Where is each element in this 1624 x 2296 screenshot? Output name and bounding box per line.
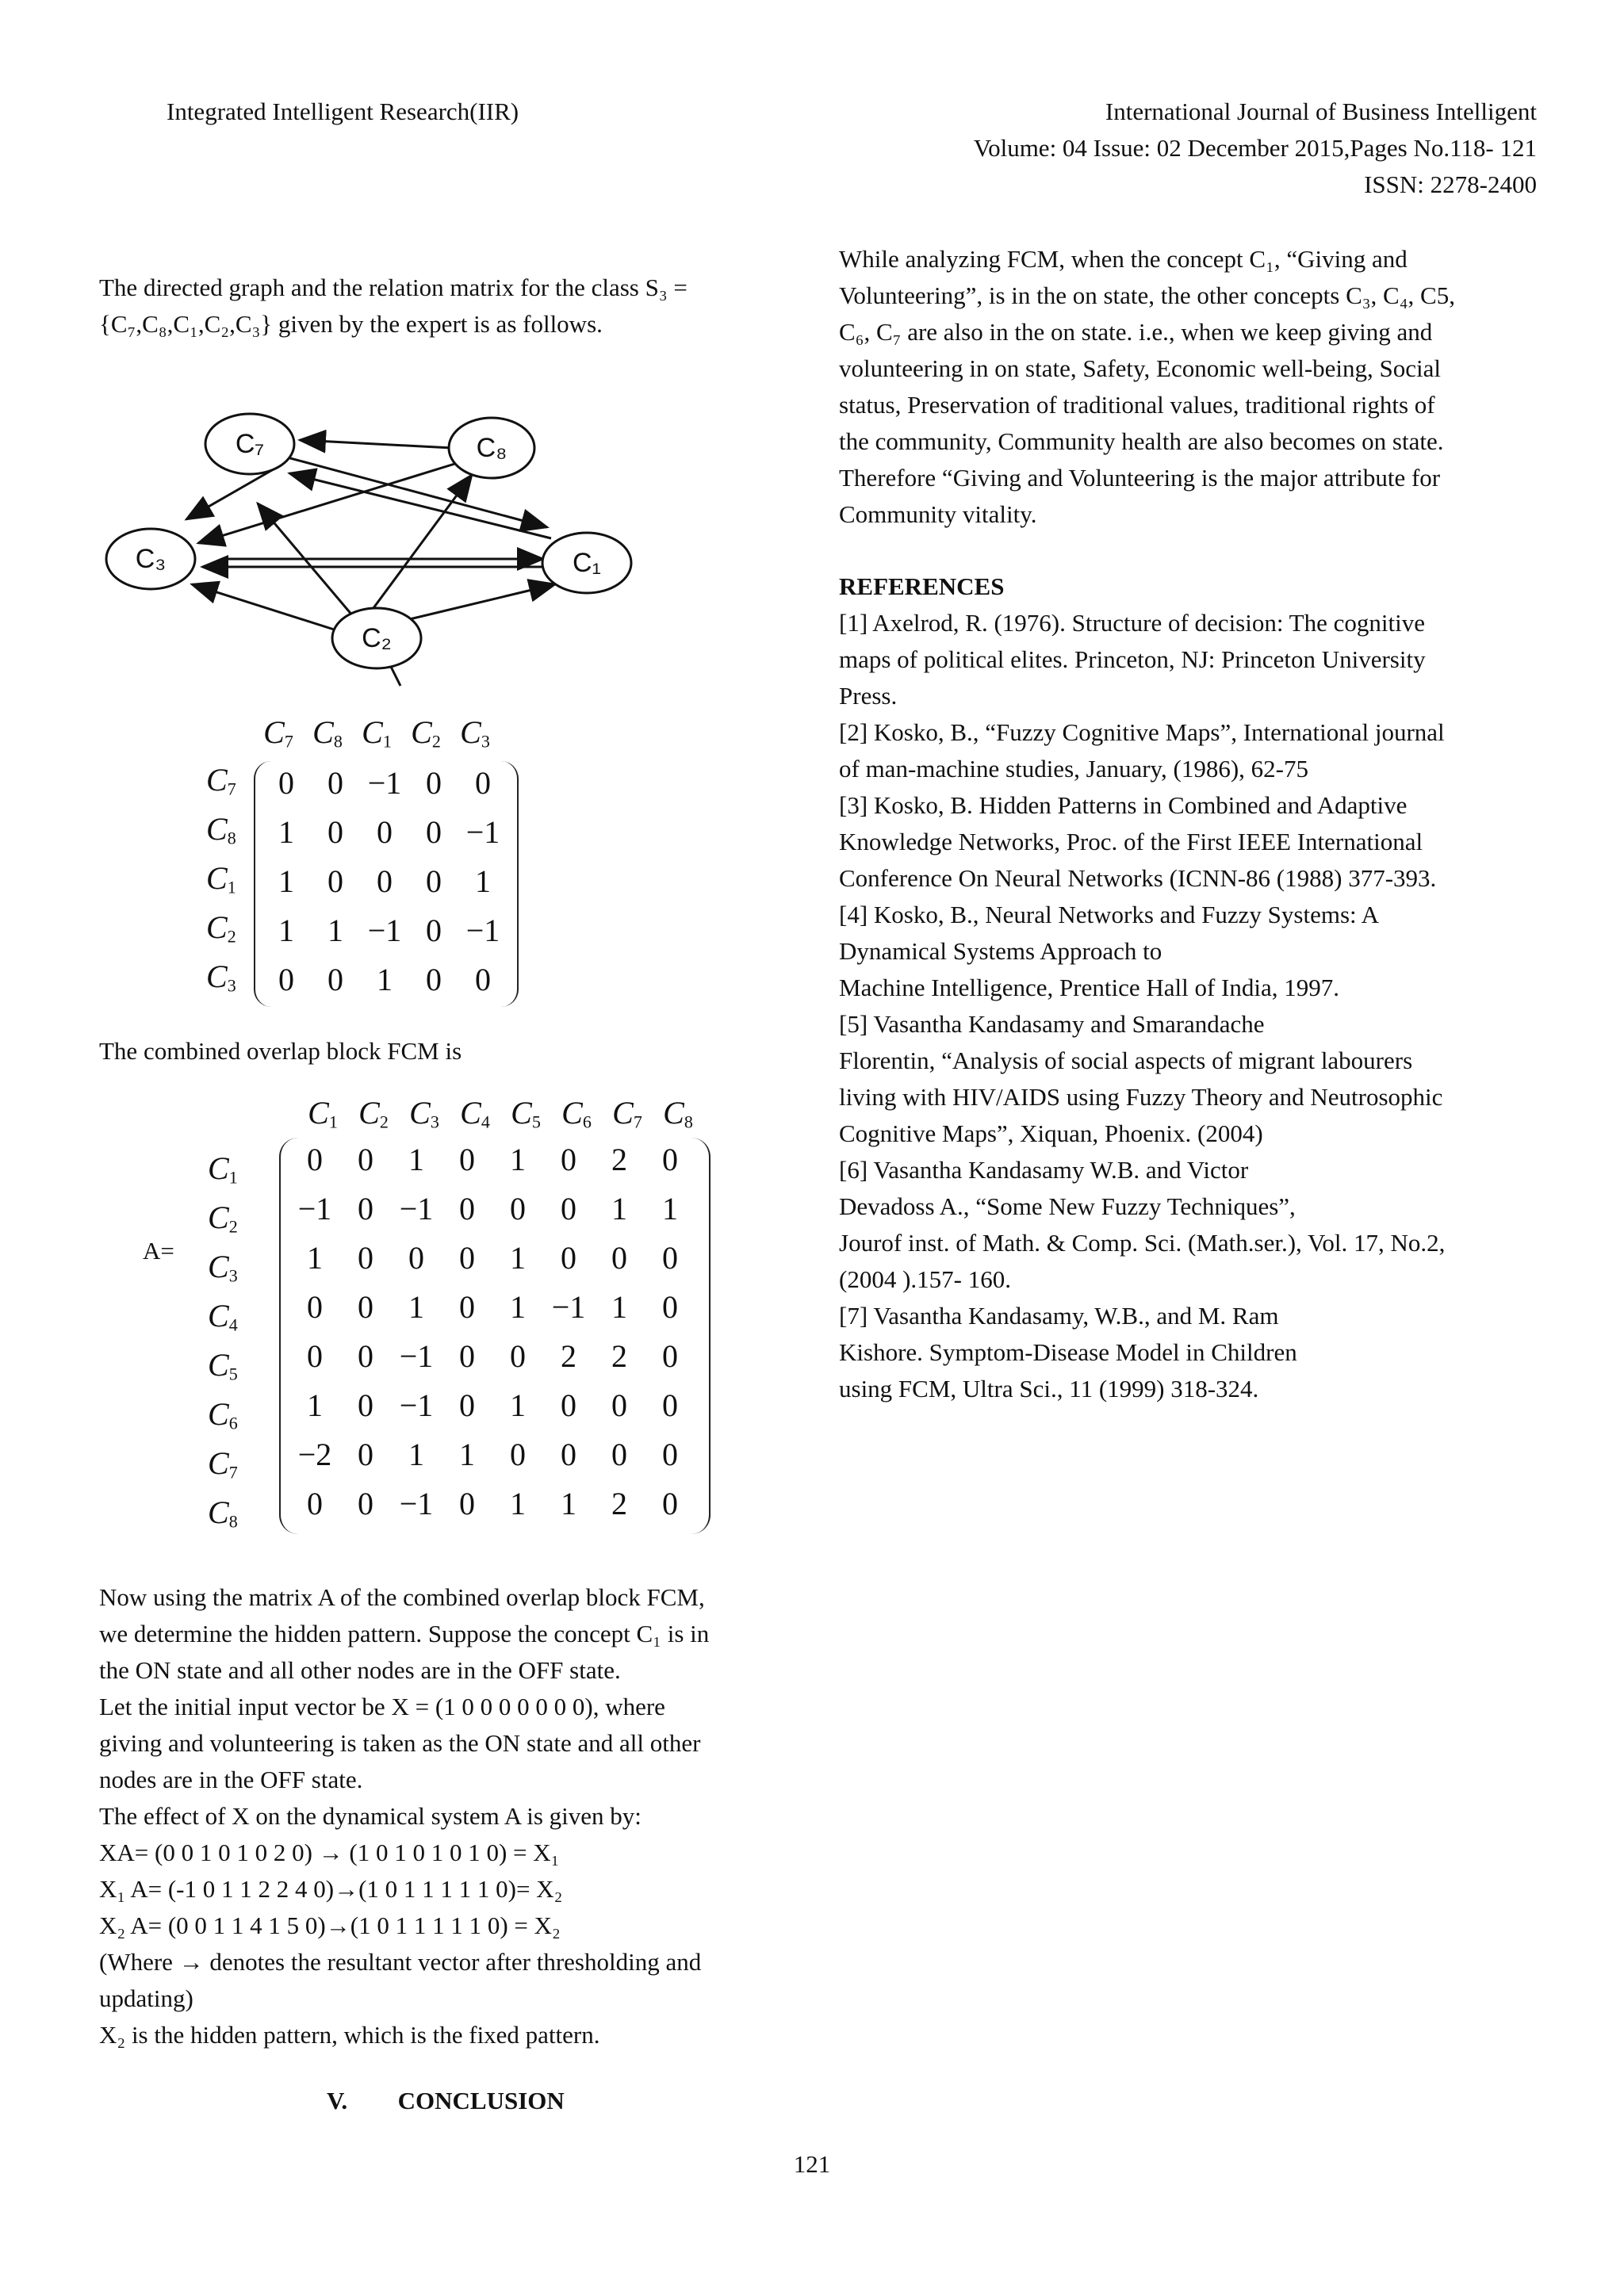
matrix1-row-label-1: $C_8$ [206, 811, 236, 848]
analysis-line-3: Let the initial input vector be X = (1 0 0 0 0 0 0 0), where [99, 1693, 665, 1720]
references-list [839, 605, 1538, 1407]
matrix1-cell-r0-c0: 0 [278, 765, 294, 801]
result-line-0: While analyzing FCM, when the concept C₁, “Giving and [839, 245, 1408, 273]
matrixA-column-labels [297, 1094, 702, 1134]
matrixA-cell-r2-c1: 0 [358, 1240, 373, 1276]
directed-graph [95, 408, 634, 694]
reference-line-6: Knowledge Networks, Proc. of the First IEEE International [839, 828, 1423, 855]
edge-c8-c3 [198, 462, 460, 543]
edge-c8-c7 [300, 440, 452, 448]
reference-line-5: [3] Kosko, B. Hidden Patterns in Combined and Adaptive [839, 791, 1408, 819]
matrixA-cell-r2-c0: 1 [307, 1240, 323, 1276]
matrixA-cell-r4-c5: 2 [561, 1338, 576, 1374]
matrix1-row-labels [206, 761, 254, 1007]
matrix1-col-label-1: $C_8$ [312, 714, 343, 752]
matrixA-cell-r4-c1: 0 [358, 1338, 373, 1374]
conclusion-title: CONCLUSION [397, 2087, 565, 2114]
matrixA-cell-r0-c7: 0 [662, 1142, 678, 1177]
result-line-2: C₆, C₇ are also in the on state. i.e., when we keep giving and [839, 318, 1433, 346]
matrix1-row-label-2: $C_1$ [206, 860, 236, 897]
matrixA-cell-r5-c5: 0 [561, 1387, 576, 1423]
analysis-line-2: the ON state and all other nodes are in the OFF state. [99, 1656, 621, 1684]
matrixA-cell-r7-c2: −1 [399, 1486, 434, 1521]
matrix1-cell-r4-c3: 0 [426, 962, 442, 997]
edge-c1-c7 [289, 473, 551, 538]
matrixA-col-label-7: $C_8$ [663, 1095, 693, 1132]
reference-line-4: of man-machine studies, January, (1986), 62-75 [839, 755, 1308, 783]
matrixA-row-label-6: $C_7$ [208, 1445, 238, 1483]
matrix1-col-label-0: $C_7$ [263, 714, 293, 752]
matrix1-cell-r3-c4: −1 [465, 913, 500, 948]
journal-header-left: Integrated Intelligent Research(IIR) [167, 98, 519, 125]
analysis-line-10: (Where → denotes the resultant vector after thresholding and [99, 1948, 702, 1976]
matrixA-cell-r3-c5: −1 [551, 1289, 586, 1325]
journal-name: International Journal of Business Intelligent [1105, 98, 1537, 125]
analysis-line-7: XA= (0 0 1 0 1 0 2 0) → (1 0 1 0 1 0 1 0) = X₁ [99, 1839, 560, 1866]
matrixA-row-labels [208, 1150, 255, 1554]
matrix1-cell-r4-c1: 0 [327, 962, 343, 997]
reference-line-2: Press. [839, 682, 898, 710]
analysis-line-4: giving and volunteering is taken as the ON state and all other [99, 1729, 701, 1757]
matrixA-cell-r4-c6: 2 [611, 1338, 627, 1374]
analysis-line-0: Now using the matrix A of the combined overlap block FCM, [99, 1583, 705, 1611]
matrix1-cell-r3-c3: 0 [426, 913, 442, 948]
reference-line-7: Conference On Neural Networks (ICNN-86 (1988) 377-393. [839, 864, 1437, 892]
node-c7-label: C₇ [235, 428, 265, 459]
matrixA-cell-r3-c3: 0 [459, 1289, 475, 1325]
matrixA-cell-r6-c1: 0 [358, 1437, 373, 1472]
analysis-line-1: we determine the hidden pattern. Suppose the concept C₁ is in [99, 1620, 710, 1647]
matrixA-cell-r6-c0: −2 [297, 1437, 332, 1472]
matrixA-col-label-3: $C_4$ [460, 1095, 490, 1132]
reference-line-14: Cognitive Maps”, Xiquan, Phoenix. (2004) [839, 1119, 1263, 1147]
matrix1-body [262, 761, 508, 1007]
matrixA-cell-r5-c4: 1 [510, 1387, 526, 1423]
matrix1-row-label-3: $C_2$ [206, 909, 236, 947]
matrix1-cell-r3-c2: −1 [367, 913, 402, 948]
matrixA-cell-r6-c5: 0 [561, 1437, 576, 1472]
reference-line-15: [6] Vasantha Kandasamy W.B. and Victor [839, 1156, 1249, 1184]
matrixA-cell-r5-c3: 0 [459, 1387, 475, 1423]
reference-line-1: maps of political elites. Princeton, NJ: Princeton University [839, 645, 1426, 673]
result-line-6: Therefore “Giving and Volunteering is the major attribute for [839, 464, 1441, 492]
edge-c2-c1 [396, 584, 555, 622]
matrixA-cell-r0-c5: 0 [561, 1142, 576, 1177]
matrixA-cell-r2-c5: 0 [561, 1240, 576, 1276]
matrixA-col-label-4: $C_5$ [511, 1095, 541, 1132]
matrixA-cell-r0-c1: 0 [358, 1142, 373, 1177]
node-c3-label: C₃ [135, 543, 167, 574]
matrixA-row-label-1: $C_2$ [208, 1200, 238, 1237]
matrixA-cell-r6-c2: 1 [408, 1437, 424, 1472]
matrix-a [143, 1094, 730, 1570]
matrixA-cell-r5-c0: 1 [307, 1387, 323, 1423]
matrix1-cell-r0-c2: −1 [367, 765, 402, 801]
matrixA-row-label-7: $C_8$ [208, 1494, 238, 1532]
result-paragraph [839, 241, 1538, 533]
matrixA-cell-r1-c4: 0 [510, 1191, 526, 1226]
journal-header-right [974, 94, 1537, 203]
matrixA-col-label-2: $C_3$ [409, 1095, 439, 1132]
matrix-a-name: A= [143, 1237, 174, 1265]
matrixA-row-label-3: $C_4$ [208, 1298, 238, 1335]
result-line-7: Community vitality. [839, 500, 1037, 528]
intro-paragraph [99, 270, 800, 342]
matrixA-cell-r3-c0: 0 [307, 1289, 323, 1325]
matrixA-col-label-0: $C_1$ [308, 1095, 338, 1132]
matrixA-cell-r2-c4: 1 [510, 1240, 526, 1276]
matrix1-cell-r2-c1: 0 [327, 863, 343, 899]
relation-matrix [206, 714, 539, 1015]
matrixA-cell-r1-c2: −1 [399, 1191, 434, 1226]
analysis-line-5: nodes are in the OFF state. [99, 1766, 363, 1793]
reference-line-19: [7] Vasantha Kandasamy, W.B., and M. Ram [839, 1302, 1279, 1330]
reference-line-0: [1] Axelrod, R. (1976). Structure of decision: The cognitive [839, 609, 1425, 637]
matrix1-row-label-4: $C_3$ [206, 959, 236, 996]
matrixA-cell-r7-c3: 0 [459, 1486, 475, 1521]
result-line-5: the community, Community health are also becomes on state. [839, 427, 1444, 455]
reference-line-20: Kishore. Symptom-Disease Model in Children [839, 1338, 1297, 1366]
matrixA-row-label-0: $C_1$ [208, 1150, 238, 1188]
matrixA-col-label-1: $C_2$ [358, 1095, 389, 1132]
matrixA-cell-r2-c3: 0 [459, 1240, 475, 1276]
matrix1-cell-r1-c2: 0 [377, 814, 393, 850]
matrixA-cell-r3-c1: 0 [358, 1289, 373, 1325]
matrixA-cell-r2-c7: 0 [662, 1240, 678, 1276]
matrixA-cell-r6-c3: 1 [459, 1437, 475, 1472]
matrix1-col-label-4: $C_3$ [460, 714, 490, 752]
conclusion-number: V. [327, 2087, 348, 2114]
matrixA-cell-r1-c6: 1 [611, 1191, 627, 1226]
matrixA-cell-r5-c2: −1 [399, 1387, 434, 1423]
matrixA-col-label-6: $C_7$ [612, 1095, 642, 1132]
matrixA-cell-r6-c4: 0 [510, 1437, 526, 1472]
matrix1-cell-r3-c0: 1 [278, 913, 294, 948]
matrix1-cell-r1-c1: 0 [327, 814, 343, 850]
edge-c2-c3 [192, 584, 349, 634]
reference-line-9: Dynamical Systems Approach to [839, 937, 1162, 965]
matrix1-cell-r2-c2: 0 [377, 863, 393, 899]
matrix1-row-label-0: $C_7$ [206, 762, 236, 799]
conclusion-heading [327, 2087, 565, 2115]
matrixA-cell-r1-c7: 1 [662, 1191, 678, 1226]
matrix1-cell-r4-c2: 1 [377, 962, 393, 997]
matrix1-cell-r3-c1: 1 [327, 913, 343, 948]
matrix1-column-labels [254, 714, 515, 753]
matrixA-cell-r5-c7: 0 [662, 1387, 678, 1423]
matrix1-cell-r0-c4: 0 [475, 765, 491, 801]
matrix1-cell-r4-c4: 0 [475, 962, 491, 997]
matrixA-cell-r5-c1: 0 [358, 1387, 373, 1423]
matrixA-row-label-4: $C_5$ [208, 1347, 238, 1384]
matrixA-cell-r4-c3: 0 [459, 1338, 475, 1374]
reference-line-16: Devadoss A., “Some New Fuzzy Techniques”, [839, 1192, 1296, 1220]
matrixA-cell-r6-c7: 0 [662, 1437, 678, 1472]
matrixA-cell-r3-c6: 1 [611, 1289, 627, 1325]
matrixA-cell-r7-c4: 1 [510, 1486, 526, 1521]
matrixA-cell-r3-c4: 1 [510, 1289, 526, 1325]
matrixA-cell-r0-c4: 1 [510, 1142, 526, 1177]
matrixA-cell-r4-c4: 0 [510, 1338, 526, 1374]
analysis-line-11: updating) [99, 1984, 193, 2012]
references-title: REFERENCES [839, 572, 1005, 600]
issn: ISSN: 2278-2400 [1364, 170, 1537, 198]
matrixA-cell-r6-c6: 0 [611, 1437, 627, 1472]
reference-line-18: (2004 ).157- 160. [839, 1265, 1011, 1293]
node-c2-label: C₂ [362, 622, 392, 653]
reference-line-3: [2] Kosko, B., “Fuzzy Cognitive Maps”, International journal [839, 718, 1445, 746]
matrix1-cell-r4-c0: 0 [278, 962, 294, 997]
matrixA-cell-r1-c0: −1 [297, 1191, 332, 1226]
matrixA-cell-r4-c7: 0 [662, 1338, 678, 1374]
matrix1-cell-r0-c1: 0 [327, 765, 343, 801]
intro-line-1: The directed graph and the relation matrix for the class S₃ = [99, 274, 688, 301]
matrixA-cell-r4-c2: −1 [399, 1338, 434, 1374]
node-c1-label: C₁ [572, 547, 602, 578]
matrixA-cell-r3-c7: 0 [662, 1289, 678, 1325]
matrix1-cell-r2-c3: 0 [426, 863, 442, 899]
matrixA-cell-r7-c6: 2 [611, 1486, 627, 1521]
reference-line-8: [4] Kosko, B., Neural Networks and Fuzzy Systems: A [839, 901, 1380, 928]
matrix1-cell-r1-c4: −1 [465, 814, 500, 850]
result-line-3: volunteering in on state, Safety, Economic well-being, Social [839, 354, 1442, 382]
matrix1-cell-r1-c3: 0 [426, 814, 442, 850]
matrixA-cell-r7-c0: 0 [307, 1486, 323, 1521]
result-line-4: status, Preservation of traditional values, traditional rights of [839, 391, 1435, 419]
references-section [839, 568, 1538, 1407]
analysis-line-12: X₂ is the hidden pattern, which is the fixed pattern. [99, 2021, 600, 2049]
matrixA-cell-r2-c6: 0 [611, 1240, 627, 1276]
result-line-1: Volunteering”, is in the on state, the other concepts C₃, C₄, C5, [839, 281, 1455, 309]
volume-info: Volume: 04 Issue: 02 December 2015,Pages No.118- 121 [973, 134, 1537, 162]
analysis-text [99, 1579, 800, 2053]
matrixA-cell-r5-c6: 0 [611, 1387, 627, 1423]
reference-line-10: Machine Intelligence, Prentice Hall of India, 1997. [839, 974, 1339, 1001]
analysis-line-8: X₁ A= (-1 0 1 1 2 2 4 0)→(1 0 1 1 1 1 1 0)= X₂ [99, 1875, 563, 1903]
page-number: 121 [793, 2150, 831, 2178]
matrixA-cell-r0-c3: 0 [459, 1142, 475, 1177]
matrixA-cell-r1-c5: 0 [561, 1191, 576, 1226]
matrixA-row-label-5: $C_6$ [208, 1396, 238, 1433]
matrixA-cell-r7-c7: 0 [662, 1486, 678, 1521]
matrixA-cell-r7-c1: 0 [358, 1486, 373, 1521]
matrix1-cell-r2-c4: 1 [475, 863, 491, 899]
matrixA-cell-r4-c0: 0 [307, 1338, 323, 1374]
analysis-line-9: X₂ A= (0 0 1 1 4 1 5 0)→(1 0 1 1 1 1 1 0) = X₂ [99, 1911, 561, 1939]
matrix1-cell-r2-c0: 1 [278, 863, 294, 899]
matrixA-body [289, 1138, 702, 1534]
reference-line-11: [5] Vasantha Kandasamy and Smarandache [839, 1010, 1265, 1038]
reference-line-17: Jourof inst. of Math. & Comp. Sci. (Math.ser.), Vol. 17, No.2, [839, 1229, 1446, 1257]
matrixA-cell-r7-c5: 1 [561, 1486, 576, 1521]
matrix1-col-label-3: $C_2$ [411, 714, 441, 752]
reference-line-21: using FCM, Ultra Sci., 11 (1999) 318-324. [839, 1375, 1259, 1402]
matrixA-cell-r1-c3: 0 [459, 1191, 475, 1226]
matrixA-col-label-5: $C_6$ [561, 1095, 592, 1132]
matrixA-cell-r0-c2: 1 [408, 1142, 424, 1177]
matrix1-col-label-2: $C_1$ [362, 714, 392, 752]
matrixA-cell-r3-c2: 1 [408, 1289, 424, 1325]
matrixA-cell-r1-c1: 0 [358, 1191, 373, 1226]
reference-line-13: living with HIV/AIDS using Fuzzy Theory and Neutrosophic [839, 1083, 1443, 1111]
combined-fcm-label: The combined overlap block FCM is [99, 1037, 462, 1065]
matrixA-cell-r0-c0: 0 [307, 1142, 323, 1177]
matrixA-row-label-2: $C_3$ [208, 1249, 238, 1286]
matrixA-cell-r0-c6: 2 [611, 1142, 627, 1177]
matrix1-cell-r0-c3: 0 [426, 765, 442, 801]
reference-line-12: Florentin, “Analysis of social aspects of migrant labourers [839, 1047, 1413, 1074]
matrixA-cell-r2-c2: 0 [408, 1240, 424, 1276]
analysis-line-6: The effect of X on the dynamical system A is given by: [99, 1802, 642, 1830]
intro-line-2: {C₇,C₈,C₁,C₂,C₃} given by the expert is as follows. [99, 310, 603, 338]
node-c8-label: C₈ [476, 432, 508, 463]
matrix1-cell-r1-c0: 1 [278, 814, 294, 850]
